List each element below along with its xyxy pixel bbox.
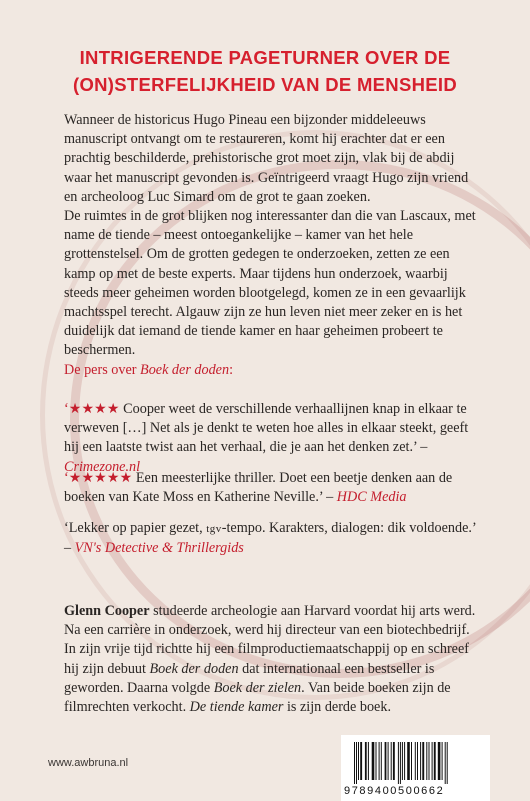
quote-1-dash: – [416, 439, 428, 456]
isbn-number: 9789400500662 [344, 785, 445, 797]
press-quote-2 [64, 469, 484, 507]
barcode-bar [404, 742, 405, 780]
barcode-bar [438, 742, 441, 780]
quote-2-source: HDC Media [336, 489, 407, 506]
barcode-bar [432, 742, 433, 780]
barcode-bar [368, 742, 369, 780]
quote-3-text-b: -tempo. Karakters, dialogen: dik voldoende.’ [221, 520, 477, 536]
barcode-bar [445, 742, 446, 784]
headline-line-2: (ON)STERFELIJKHEID VAN DE MENSHEID [73, 74, 457, 95]
quote-3-text-a: ‘Lekker op papier gezet, [64, 520, 207, 536]
publisher-website: www.awbruna.nl [48, 757, 129, 769]
author-book-1: Boek der doden [149, 660, 239, 677]
quote-3-tgv: tgv [206, 523, 222, 535]
quote-2-dash: – [322, 489, 337, 506]
barcode-bar [429, 742, 430, 780]
quote-1-open: ‘ [64, 401, 69, 417]
barcode-bar [447, 742, 448, 784]
press-intro-title: Boek der doden [140, 362, 230, 378]
barcode-bar [398, 742, 399, 784]
barcode-bar [354, 742, 355, 784]
barcode-bar [356, 742, 357, 784]
barcode-bar [422, 742, 424, 780]
author-bio-d: is zijn derde boek. [283, 699, 391, 716]
quote-2-text: Een meesterlijke thriller. Doet een beetje denken aan de boeken van Kate Moss en Katherine Neville.’ [64, 470, 453, 506]
quote-2-stars: ★★★★★ [68, 470, 133, 486]
author-bio-c: . Van beide boeken zijn de filmrechten verkocht. [64, 679, 451, 716]
barcode-bar [381, 742, 382, 780]
barcode-bar [365, 742, 367, 780]
barcode-bar [372, 742, 375, 780]
author-book-2: Boek der zielen [213, 679, 302, 696]
quote-1-stars: ★★★★ [68, 401, 120, 417]
barcode-bar [411, 742, 412, 780]
barcode-bar [420, 742, 421, 780]
press-intro-text: De pers over [64, 362, 137, 378]
barcode-bar [358, 742, 359, 780]
barcode-bar [360, 742, 362, 780]
barcode-bar [400, 742, 401, 784]
barcode-bar [391, 742, 392, 780]
author-name: Glenn Cooper [64, 603, 150, 619]
barcode-bar [379, 742, 380, 780]
barcode-bar [388, 742, 389, 780]
quote-1-source: Crimezone.nl [64, 458, 141, 475]
press-quote-1 [64, 400, 484, 477]
barcode-bar [385, 742, 387, 780]
quote-3-dash: – [64, 540, 75, 557]
synopsis-paragraph-1: Wanneer de historicus Hugo Pineau een bijzonder middeleeuws manuscript ontvangt om te restaureren, komt hij erachter dat er een prachtig beschilderde, prehistorische grot moet zijn, vlak bij de abdij waar het manuscript gevonden is. Geïntrigeerd vraagt Hugo zijn vriend en archeoloog Luc Simard om de grot te gaan zoeken. [64, 112, 469, 205]
press-intro-colon: : [229, 362, 234, 378]
barcode-bar [402, 742, 403, 780]
barcode-bar [407, 742, 410, 780]
author-bio [64, 602, 484, 717]
barcode-bar [376, 742, 377, 780]
barcode-bar [415, 742, 416, 780]
barcode [352, 742, 480, 784]
synopsis-paragraph-2: De ruimtes in de grot blijken nog interessanter dan die van Lascaux, met name de tiende – meest ontoegankelijke – kamer van het hele grottenstelsel. Om de grotten gedegen te onderzoeken, zetten ze een kamp op met de beste experts. Maar tijdens hun onderzoek, waarbij steeds meer geheimen worden blootgelegd, komen ze in een gevaarlijk machtsspel terecht. Algauw zijn ze hun leven niet meer zeker en is het duidelijk dat iemand de tiende kamer en haar geheimen probeert te beschermen. [64, 208, 476, 359]
headline-line-1: INTRIGERENDE PAGETURNER OVER DE [79, 47, 451, 68]
author-bio-a: studeerde archeologie aan Harvard voordat hij arts werd. Na een carrière in onderzoek, werd hij directeur van een biotechbedrijf. In zijn vrije tijd richtte hij een filmproductiemaatschappij op en schreef hij zijn debuut [64, 603, 476, 677]
author-bio-b: dat internationaal een bestseller is geworden. Daarna volgde [64, 660, 435, 696]
press-quote-3 [64, 519, 484, 558]
headline [0, 44, 530, 98]
quote-3-source: VN's Detective & Thrillergids [74, 540, 244, 557]
barcode-bar [393, 742, 395, 780]
quote-1-text: Cooper weet de verschillende verhaallijnen knap in elkaar te verweven […] Net als je denkt te weten hoe alles in elkaar steekt, geeft hij een laatste twist aan het verhaal, die je aan het denken zet.’ [64, 401, 469, 456]
press-intro [64, 361, 484, 380]
barcode-bar [426, 742, 427, 780]
barcode-bar [417, 742, 418, 780]
synopsis [64, 111, 484, 361]
barcode-bar [442, 742, 443, 780]
author-book-3: De tiende kamer [189, 699, 284, 716]
quote-2-open: ‘ [64, 470, 69, 486]
barcode-bar [434, 742, 436, 780]
